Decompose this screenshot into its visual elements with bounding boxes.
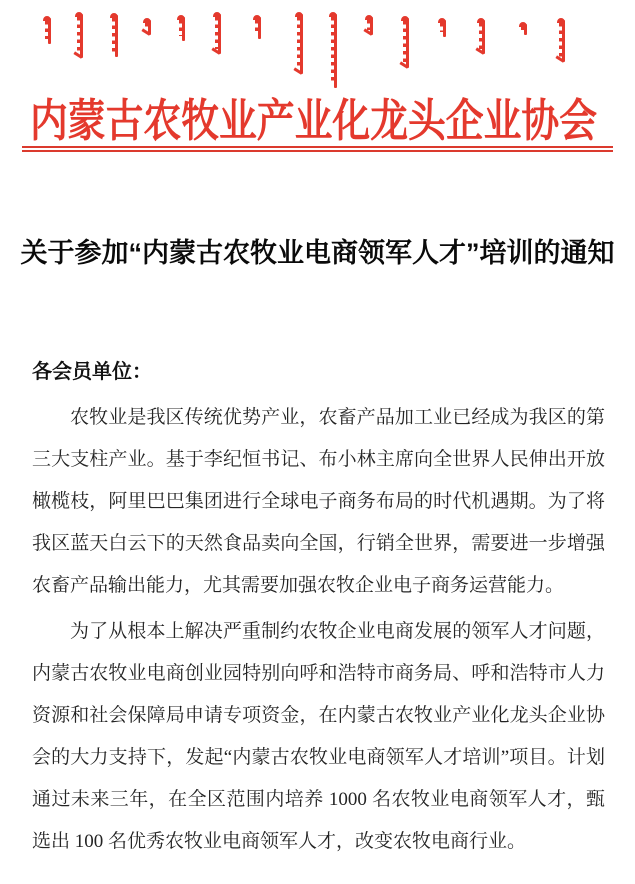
mongolian-script-word xyxy=(370,17,373,35)
notice-title: 关于参加“内蒙古农牧业电商领军人才”培训的通知 xyxy=(20,238,615,268)
organization-name: 内蒙古农牧业产业化龙头企业协会 xyxy=(30,96,598,146)
salutation: 各会员单位： xyxy=(32,361,152,383)
mongolian-script-word xyxy=(80,14,83,58)
mongolian-script-word xyxy=(258,17,261,39)
body-paragraph: 为了从根本上解决严重制约农牧企业电商发展的领军人才问题，内蒙古农牧业电商创业园特别向呼和浩特市商务局、呼和浩特市人力资源和社会保障局申请专项资金，在内蒙古农牧业产业化龙头企业协会的大力支持下，发起“内蒙古农牧业电商领军人才培训”项目。计划通过未来三年，在全区范围内培养 1000 名农牧业电商领军人才，甄选出 100 名优秀农牧业电商领军人才，改变农牧电商行业。 xyxy=(32,621,605,852)
mongolian-script-word xyxy=(300,14,303,74)
mongolian-script-word xyxy=(115,15,118,57)
header-double-rule xyxy=(22,146,613,152)
mongolian-script-word xyxy=(182,17,185,41)
body-paragraph: 农牧业是我区传统优势产业，农畜产品加工业已经成为我区的第三大支柱产业。基于李纪恒书记、布小林主席向全世界人民伸出开放橄榄枝，阿里巴巴集团进行全球电子商务布局的时代机遇期。为了将我区蓝天白云下的天然食品卖向全国，行销全世界，需要进一步增强农畜产品输出能力，尤其需要加强农牧企业电子商务运营能力。 xyxy=(32,407,605,596)
mongolian-script-word xyxy=(148,20,151,35)
mongolian-script-word xyxy=(562,20,565,62)
mongolian-script-word xyxy=(482,20,485,54)
mongolian-script-word xyxy=(334,14,337,88)
mongolian-script-word xyxy=(406,18,409,68)
mongolian-script-word xyxy=(524,24,527,35)
mongolian-script-word xyxy=(218,14,221,54)
notice-body xyxy=(32,351,605,863)
mongolian-script-word xyxy=(443,20,446,37)
mongolian-script-word xyxy=(48,18,51,44)
